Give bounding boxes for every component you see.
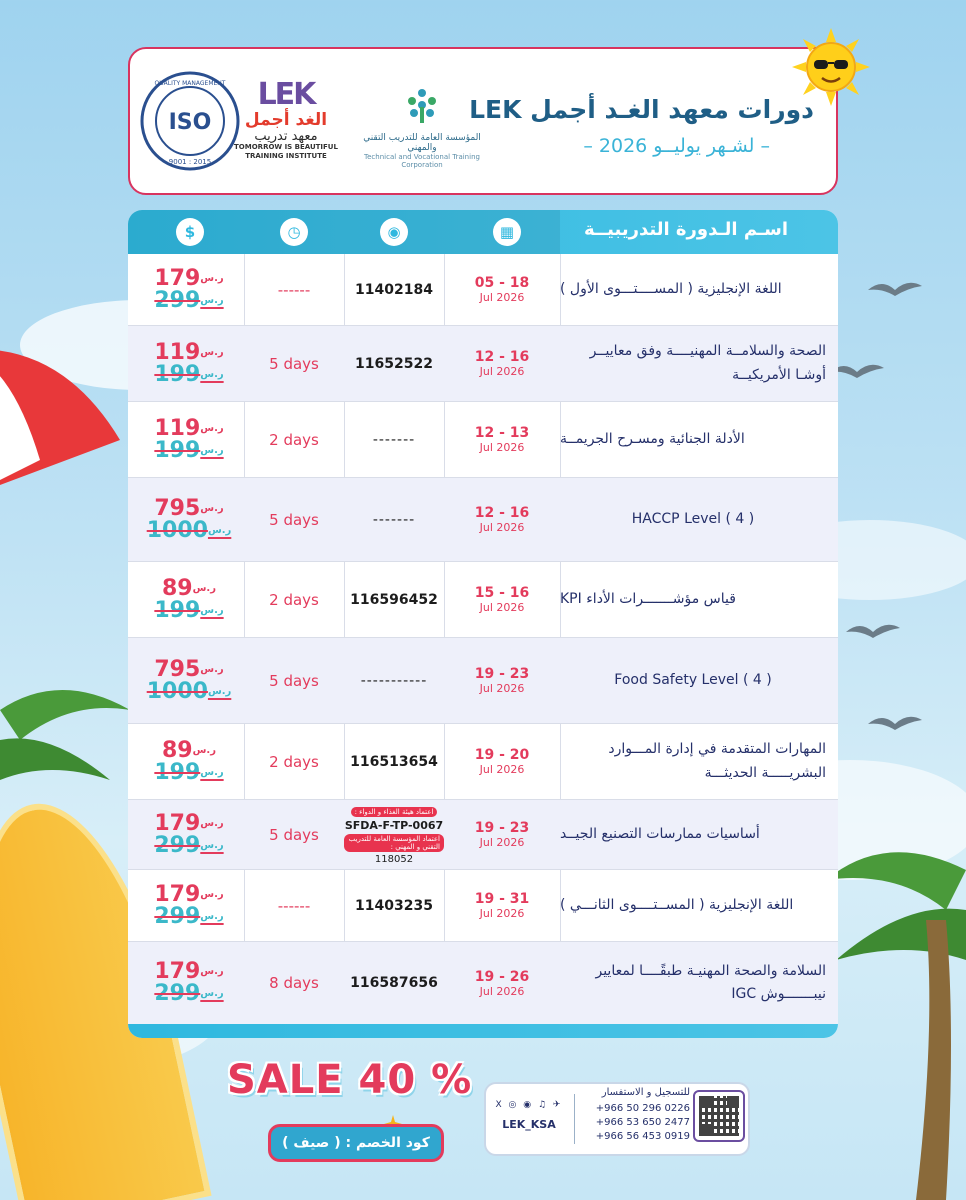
date-range: 05 - 18	[474, 275, 530, 291]
currency-symbol: ر.س	[200, 817, 224, 829]
date-range: 19 - 23	[474, 666, 530, 682]
price-old: 299	[154, 287, 201, 313]
course-duration: 5 days	[269, 671, 319, 690]
contact-divider	[574, 1094, 575, 1144]
column-header-course: اسـم الـدورة التدريبيــة	[583, 219, 788, 240]
course-duration: 5 days	[269, 510, 319, 529]
clock-icon: ◷	[280, 218, 308, 246]
table-row[interactable]	[128, 638, 838, 724]
table-header	[128, 210, 838, 254]
course-name: الأدلة الجنائية ومسـرح الجريمــة	[560, 430, 745, 447]
price-old: 199	[154, 437, 201, 463]
course-name: HACCP Level ( 4 )	[631, 510, 755, 527]
currency-symbol: ر.س	[200, 368, 224, 380]
bird-icon	[868, 712, 922, 736]
course-date	[444, 724, 560, 799]
course-price	[138, 870, 244, 941]
price-old: 299	[154, 981, 201, 1006]
lek-logo	[226, 77, 346, 160]
course-code: 116513654	[350, 753, 438, 770]
course-date	[444, 638, 560, 723]
date-month: Jul 2026	[479, 601, 525, 614]
course-price	[138, 402, 244, 477]
svg-text:9001 : 2015: 9001 : 2015	[168, 158, 212, 166]
course-date	[444, 326, 560, 401]
course-name: الصحة والسلامــة المهنيــــة وفق معاييــر أوشـا الأمريكيــة	[589, 343, 826, 383]
lek-institute-ar: معهد تدريب	[254, 128, 318, 144]
course-name: Food Safety Level ( 4 )	[614, 671, 772, 688]
course-code: 11652522	[355, 355, 433, 372]
price-new: 179	[154, 265, 201, 291]
course-date	[444, 254, 560, 325]
currency-symbol: ر.س	[200, 346, 224, 358]
price-new: 89	[162, 737, 193, 763]
course-date	[444, 942, 560, 1024]
dollar-icon: $	[176, 218, 204, 246]
date-month: Jul 2026	[479, 836, 525, 849]
page-subtitle: – لشـهر يوليــو 2026 –	[583, 135, 770, 157]
bird-icon	[868, 278, 922, 302]
table-row[interactable]	[128, 942, 838, 1024]
social-icons[interactable]: X ◎ ◉ ♫ ✈	[495, 1100, 563, 1110]
course-duration: 2 days	[269, 752, 319, 771]
course-code	[344, 800, 444, 869]
currency-symbol: ر.س	[200, 966, 224, 977]
date-range: 19 - 31	[474, 891, 530, 907]
course-date	[444, 402, 560, 477]
contact-heading: للتسجيل و الاستفسار	[601, 1087, 690, 1098]
lek-institute-en: TRAINING INSTITUTE	[245, 151, 327, 160]
date-month: Jul 2026	[479, 907, 525, 920]
date-month: Jul 2026	[479, 763, 525, 776]
phone-number[interactable]: +966 56 453 0919	[595, 1131, 690, 1142]
svg-text:ISO: ISO	[168, 110, 212, 135]
lek-name-ar: الغد أجمل	[244, 110, 328, 130]
date-month: Jul 2026	[479, 365, 525, 378]
course-duration: 5 days	[269, 354, 319, 373]
tvtc-code: 118052	[374, 853, 414, 865]
social-handle[interactable]: LEK_KSA	[502, 1118, 556, 1131]
date-month: Jul 2026	[479, 521, 525, 534]
course-duration: ------	[277, 896, 311, 915]
course-duration: 2 days	[269, 430, 319, 449]
tvtc-name-en: Technical and Vocational Training Corporation	[364, 153, 480, 169]
price-new: 795	[154, 495, 201, 521]
currency-symbol: ر.س	[200, 604, 224, 616]
currency-symbol: ر.س	[207, 685, 232, 697]
course-duration: 5 days	[269, 825, 319, 844]
currency-symbol: ر.س	[207, 524, 232, 536]
qr-code-icon[interactable]	[693, 1090, 745, 1142]
course-duration: 8 days	[269, 974, 319, 992]
currency-symbol: ر.س	[200, 294, 224, 306]
currency-symbol: ر.س	[200, 444, 224, 456]
course-code: 116596452	[350, 591, 438, 608]
course-code: 11403235	[355, 897, 433, 914]
price-new: 795	[154, 656, 201, 682]
course-name: اللغة الإنجليزية ( المســــتـــوى الأول )	[560, 280, 782, 297]
tvtc-name-ar: المؤسسة العامة للتدريب التقني والمهني	[363, 133, 481, 153]
bird-icon	[846, 620, 900, 644]
currency-symbol: ر.س	[200, 663, 224, 675]
beach-umbrella-icon	[0, 320, 140, 520]
accreditation-badge-sfda: اعتماد هيئة الغذاء و الدواء :	[351, 807, 438, 817]
price-old: 1000	[146, 517, 208, 543]
table-row[interactable]	[128, 870, 838, 942]
course-date	[444, 800, 560, 869]
course-name: قياس مؤشـــــــرات الأداء KPI	[560, 590, 736, 607]
certificate-icon: ◉	[380, 218, 408, 246]
date-range: 12 - 16	[474, 349, 530, 365]
course-code: -------	[372, 511, 416, 528]
date-month: Jul 2026	[479, 682, 525, 695]
course-price	[138, 800, 244, 869]
course-price	[138, 724, 244, 799]
course-code: -------	[372, 431, 416, 448]
tvtc-emblem-icon	[404, 85, 440, 125]
date-range: 12 - 13	[474, 425, 530, 441]
course-code: 11402184	[355, 281, 433, 298]
sun-sunglasses-icon	[792, 28, 870, 106]
sfda-code: SFDA-F-TP-0067	[344, 818, 444, 832]
currency-symbol: ر.س	[200, 272, 224, 284]
currency-symbol: ر.س	[200, 766, 224, 778]
course-date	[444, 478, 560, 561]
currency-symbol: ر.س	[192, 744, 216, 756]
currency-symbol: ر.س	[200, 422, 224, 434]
sale-banner: SALE 40 %	[227, 1057, 473, 1103]
course-code: -----------	[360, 672, 428, 689]
price-new: 179	[154, 881, 201, 907]
header-card	[128, 47, 838, 195]
course-name: اللغة الإنجليزية ( المســتــــوى الثانـــي )	[560, 896, 794, 913]
course-name: المهارات المتقدمة في إدارة المـــوارد البشريـــــة الحديثـــة	[608, 741, 826, 781]
palm-tree-icon	[826, 830, 966, 1200]
currency-symbol: ر.س	[200, 910, 224, 922]
lek-name-en: TOMORROW IS BEAUTIFUL	[234, 143, 338, 152]
course-price	[138, 254, 244, 325]
table-row[interactable]	[128, 800, 838, 870]
course-price	[138, 942, 244, 1024]
iso-seal-icon	[140, 71, 240, 171]
table-row[interactable]	[128, 478, 838, 562]
date-range: 19 - 23	[474, 820, 530, 836]
currency-symbol: ر.س	[200, 988, 224, 999]
table-row[interactable]	[128, 724, 838, 800]
currency-symbol: ر.س	[200, 502, 224, 514]
course-date	[444, 870, 560, 941]
date-month: Jul 2026	[479, 984, 525, 998]
price-new: 119	[154, 339, 201, 365]
course-duration: ------	[277, 280, 311, 299]
qr-pattern	[699, 1096, 739, 1136]
discount-code-badge: كود الخصم : ( صيف )	[268, 1124, 444, 1162]
date-month: Jul 2026	[479, 291, 525, 304]
currency-symbol: ر.س	[200, 888, 224, 900]
table-row[interactable]	[128, 326, 838, 402]
price-new: 179	[154, 810, 201, 836]
price-new: 89	[162, 575, 193, 601]
table-row[interactable]	[128, 402, 838, 478]
price-old: 299	[154, 903, 201, 929]
tvtc-logo	[352, 85, 492, 169]
price-old: 199	[154, 759, 201, 785]
table-row[interactable]	[128, 254, 838, 326]
page-title: دورات معهد الغـد أجمل LEK	[469, 95, 814, 124]
table-footer-bar	[128, 1024, 838, 1038]
lek-logo-mark: LEK	[257, 77, 315, 112]
table-row[interactable]	[128, 562, 838, 638]
course-name: السلامة والصحة المهنيـة طبقًــــا لمعايير نيبـــــــوش IGC	[595, 962, 826, 1002]
bird-icon	[830, 360, 884, 384]
course-code: 116587656	[350, 975, 438, 991]
date-range: 19 - 20	[474, 747, 530, 763]
currency-symbol: ر.س	[192, 582, 216, 594]
price-old: 199	[154, 361, 201, 387]
price-old: 1000	[146, 678, 208, 704]
calendar-icon: ▦	[493, 218, 521, 246]
date-range: 19 - 26	[474, 968, 530, 985]
course-price	[138, 326, 244, 401]
phone-number[interactable]: +966 53 650 2477	[595, 1117, 690, 1128]
phone-number[interactable]: +966 50 296 0226	[595, 1103, 690, 1114]
price-new: 119	[154, 415, 201, 441]
price-old: 199	[154, 597, 201, 623]
currency-symbol: ر.س	[200, 839, 224, 851]
course-duration: 2 days	[269, 590, 319, 609]
date-month: Jul 2026	[479, 441, 525, 454]
svg-text:QUALITY MANAGEMENT: QUALITY MANAGEMENT	[154, 80, 226, 87]
date-range: 12 - 16	[474, 505, 530, 521]
course-price	[138, 478, 244, 561]
course-price	[138, 562, 244, 637]
date-range: 15 - 16	[474, 585, 530, 601]
accreditation-badge-tvtc: اعتماد المؤسسة العامة للتدريب التقني و المهني :	[344, 834, 444, 852]
course-date	[444, 562, 560, 637]
price-new: 179	[154, 959, 201, 984]
courses-table	[128, 210, 838, 1038]
course-name: أساسيات ممارسات التصنيع الجيــد	[560, 825, 760, 842]
course-price	[138, 638, 244, 723]
price-old: 299	[154, 832, 201, 858]
